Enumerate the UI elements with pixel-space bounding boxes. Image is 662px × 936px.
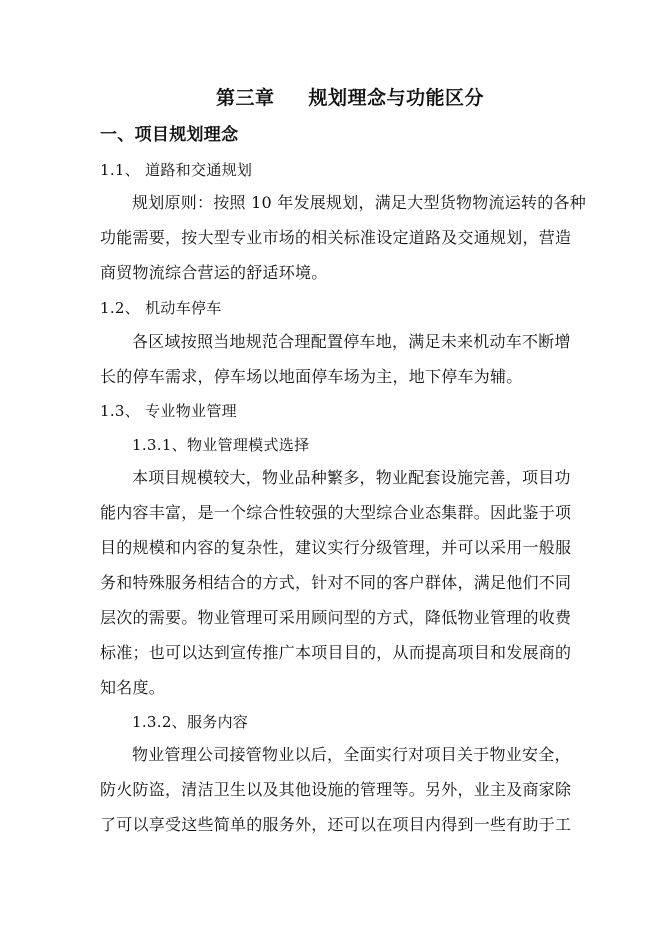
section-heading: 一、项目规划理念 [100,125,239,145]
paragraph-line: 目的规模和内容的复杂性，建议实行分级管理，并可以采用一般服 [100,538,572,557]
paragraph-line: 长的停车需求，停车场以地面停车场为主，地下停车为辅。 [100,367,523,386]
paragraph-line: 了可以享受这些简单的服务外，还可以在项目内得到一些有助于工 [100,815,572,834]
paragraph-line: 本项目规模较大，物业品种繁多，物业配套设施完善，项目功 [132,468,571,487]
paragraph-line: 商贸物流综合营运的舒适环境。 [100,263,328,282]
paragraph-line: 标准；也可以达到宣传推广本项目目的，从而提高项目和发展商的 [100,643,572,662]
subsubsection-heading: 1.3.1、物业管理模式选择 [132,436,310,454]
chapter-title [216,88,484,108]
paragraph-line: 规划原则：按照 10 年发展规划，满足大型货物物流运转的各种 [132,193,587,212]
subsection-heading: 1.1、 道路和交通规划 [100,161,253,179]
paragraph-line: 层次的需要。物业管理可采用顾问型的方式，降低物业管理的收费 [100,608,572,627]
paragraph-line: 功能需要，按大型专业市场的相关标准设定道路及交通规划，营造 [100,228,572,247]
paragraph-line: 物业管理公司接管物业以后，全面实行对项目关于物业安全， [132,745,571,764]
subsection-heading: 1.3、 专业物业管理 [100,402,237,420]
chapter-number: 第三章 [216,87,275,109]
subsubsection-heading: 1.3.2、服务内容 [132,713,249,731]
subsection-heading: 1.2、 机动车停车 [100,299,222,317]
paragraph-line: 防火防盗，清洁卫生以及其他设施的管理等。另外，业主及商家除 [100,780,572,799]
paragraph-line: 知名度。 [100,678,166,697]
paragraph-line: 能内容丰富，是一个综合性较强的大型综合业态集群。因此鉴于项 [100,503,572,522]
paragraph-line: 务和特殊服务相结合的方式，针对不同的客户群体，满足他们不同 [100,573,572,592]
chapter-name: 规划理念与功能区分 [308,87,485,109]
paragraph-line: 各区域按照当地规范合理配置停车地，满足未来机动车不断增 [132,332,571,351]
